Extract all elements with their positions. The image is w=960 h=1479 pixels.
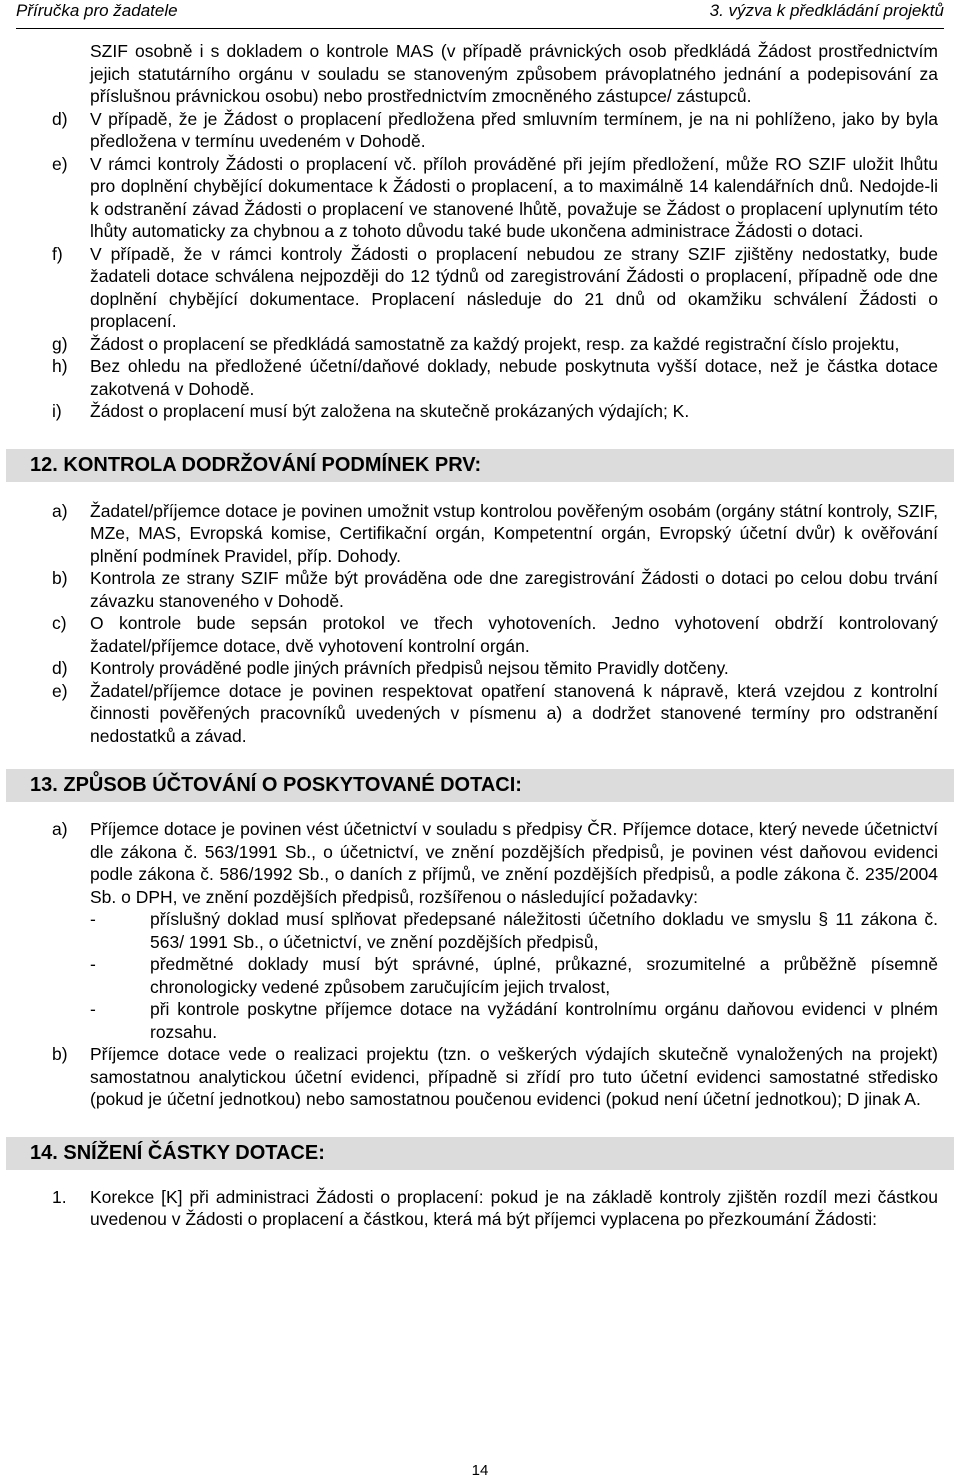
list-item-text: Kontrola ze strany SZIF může být prováděna ode dne zaregistrování Žádosti o dotaci po celou dobu trvání závazku stanoveného v Dohodě. [90, 568, 938, 611]
list-marker: b) [52, 1044, 68, 1064]
list-marker: f) [52, 243, 63, 264]
list-item-text: Žadatel/příjemce dotace je povinen respektovat opatření stanovená k nápravě, která vzejdou z kontrolní činnosti pověřených pracovníků uvedených v písmenu a) a dodržet stanovené termíny pro odstranění nedostatků a závad. [90, 680, 938, 746]
list-marker: e) [52, 153, 68, 174]
list-item [30, 500, 938, 568]
list-item-text: Žadatel/příjemce dotace je povinen umožnit vstup kontrolou pověřeným osobám (orgány státní kontroly, SZIF, MZe, MAS, Evropská komise, Certifikační orgán, Kompetentní orgán, Evropský účetní dvůr) k ověřování plnění podmínek Pravidel, příp. Dohody. [90, 500, 938, 566]
list-item-text: Korekce [K] při administraci Žádosti o proplacení: pokud je na základě kontroly zjištěn rozdíl mezi částkou uvedenou v Žádosti o proplacení a částkou, která má být příjemci vyplacena po přezkoumání Žádosti: [90, 1186, 938, 1229]
list-marker: h) [52, 356, 68, 376]
list-marker: b) [52, 568, 68, 588]
list-item-text: Bez ohledu na předložené účetní/daňové doklady, nebude poskytnuta vyšší dotace, než je částka dotace zakotvená v Dohodě. [90, 356, 938, 399]
list-item [30, 333, 938, 356]
list-item-text: V případě, že je Žádost o proplacení předložena před smluvním termínem, je na ni pohlíženo, jako by byla předložena v termínu uvedeném v Dohodě. [90, 108, 938, 151]
sub-list-item-text: při kontrole poskytne příjemce dotace na vyžádání kontrolnímu orgánu daňovou evidenci v plném rozsahu. [150, 999, 938, 1042]
sub-list-item [90, 953, 938, 998]
list-item-text: Žádost o proplacení musí být založena na skutečně prokázaných výdajích; K. [90, 401, 690, 421]
list-item [30, 680, 938, 748]
page-header [16, 0, 944, 29]
intro-paragraph: SZIF osobně i s dokladem o kontrole MAS (v případě právnických osob předkládá Žádost prostřednictvím jejich statutárního orgánu v souladu se stanoveným způsobem právoplatného jednání a podepisování za příslušnou právnickou osobu) nebo prostřednictvím zmocněného zástupce/ zástupců. [90, 41, 938, 106]
dash-marker: - [90, 909, 96, 929]
list-marker: a) [52, 819, 68, 839]
list-item [30, 657, 938, 680]
page-content [30, 40, 938, 1231]
list-item-text: Příjemce dotace vede o realizaci projektu (tzn. o veškerých výdajích skutečně vynaložených na projekt) samostatnou analytickou účetní evidenci, případně si zřídí pro tuto účetní evidenci samostatné středisko (pokud je účetní jednotkou) nebo samostatnou poučenou evidenci (pokud není účetní jednotkou); D jinak A. [90, 1044, 938, 1109]
sub-list-item [90, 908, 938, 953]
section-number: 12. [30, 453, 58, 476]
list-item-text: Příjemce dotace je povinen vést účetnictví v souladu s předpisy ČR. Příjemce dotace, který nevede účetnictví dle zákona č. 563/1991 Sb., o účetnictví, ve znění pozdějších předpisů, je povinen vést daňovou evidenci podle zákona č. 586/1992 Sb., o daních z příjmů, ve znění pozdějších předpisů, a podle zákona č. 235/2004 Sb. o DPH, ve znění pozdějších předpisů, rozšířenou o následující požadavky: [90, 819, 938, 907]
section-number: 14. [30, 1141, 58, 1164]
list-marker: a) [52, 500, 68, 521]
list-marker: g) [52, 333, 68, 354]
section-heading-12 [6, 449, 954, 482]
list-item [30, 153, 938, 243]
header-document-title: Příručka pro žadatele [16, 1, 178, 20]
list-item [30, 108, 938, 153]
header-chapter-title: 3. výzva k předkládání projektů [709, 1, 944, 20]
list-marker: c) [52, 613, 67, 633]
list-marker: d) [52, 658, 68, 678]
list-item-text: Kontroly prováděné podle jiných právních předpisů nejsou těmito Pravidly dotčeny. [90, 658, 729, 678]
list-item [30, 1186, 938, 1231]
section-number: 13. [30, 774, 58, 796]
dash-marker: - [90, 999, 96, 1019]
dash-marker: - [90, 954, 96, 974]
sub-list-item-text: příslušný doklad musí splňovat předepsané náležitosti účetního dokladu ve smyslu § 11 zákona č. 563/ 1991 Sb., o účetnictví, ve znění pozdějších předpisů, [150, 909, 938, 952]
list-item-text: V případě, že v rámci kontroly Žádosti o proplacení nebudou ze strany SZIF zjištěny nedostatky, bude žadateli dotace schválena nejpozději do 12 týdnů od zaregistrování Žádosti o proplacení, případně ode dne doplnění chybějící dokumentace. Proplacení následuje do 21 dnů od okamžiku schválení Žádosti o proplacení. [90, 243, 938, 331]
list-item [30, 355, 938, 400]
list-item [30, 612, 938, 657]
sub-list-item [90, 998, 938, 1043]
list-item-text: Žádost o proplacení se předkládá samostatně za každý projekt, resp. za každé registrační číslo projektu, [90, 333, 900, 354]
section-heading-14 [6, 1137, 954, 1170]
list-item-text: V rámci kontroly Žádosti o proplacení vč. příloh prováděné při jejím předložení, může RO SZIF uložit lhůtu pro doplnění chybějící dokumentace k Žádosti o proplacení, a to maximálně 14 kalendářních dnů. Nedojde-li k odstranění závad Žádosti o proplacení ve stanovené lhůtě, považuje se Žádost o proplacení uplynutím této lhůty automaticky za chybnou a z tohoto důvodu také bude ukončena administrace Žádosti o dotaci. [90, 153, 938, 241]
list-marker: 1. [52, 1186, 67, 1207]
section-title: ZPŮSOB ÚČTOVÁNÍ O POSKYTOVANÉ DOTACI: [63, 774, 522, 796]
list-item-text: O kontrole bude sepsán protokol ve třech vyhotoveních. Jedno vyhotovení obdrží kontrolovaný žadatel/příjemce dotace, dvě vyhotovení kontrolní orgán. [90, 613, 938, 656]
section-title: KONTROLA DODRŽOVÁNÍ PODMÍNEK PRV: [63, 453, 482, 476]
page-number: 14 [471, 1462, 489, 1479]
list-marker: e) [52, 680, 68, 701]
section-title: SNÍŽENÍ ČÁSTKY DOTACE: [63, 1141, 325, 1164]
sub-list-item-text: předmětné doklady musí být správné, úplné, průkazné, srozumitelné a průběžně písemně chronologicky vedené způsobem zaručujícím jejich trvalost, [150, 954, 938, 997]
section-heading-13 [6, 769, 954, 802]
list-item [30, 400, 938, 423]
list-marker: i) [52, 401, 62, 421]
list-item [30, 243, 938, 333]
list-item [30, 567, 938, 612]
list-marker: d) [52, 108, 68, 129]
list-item [30, 818, 938, 1043]
list-item [30, 1043, 938, 1111]
